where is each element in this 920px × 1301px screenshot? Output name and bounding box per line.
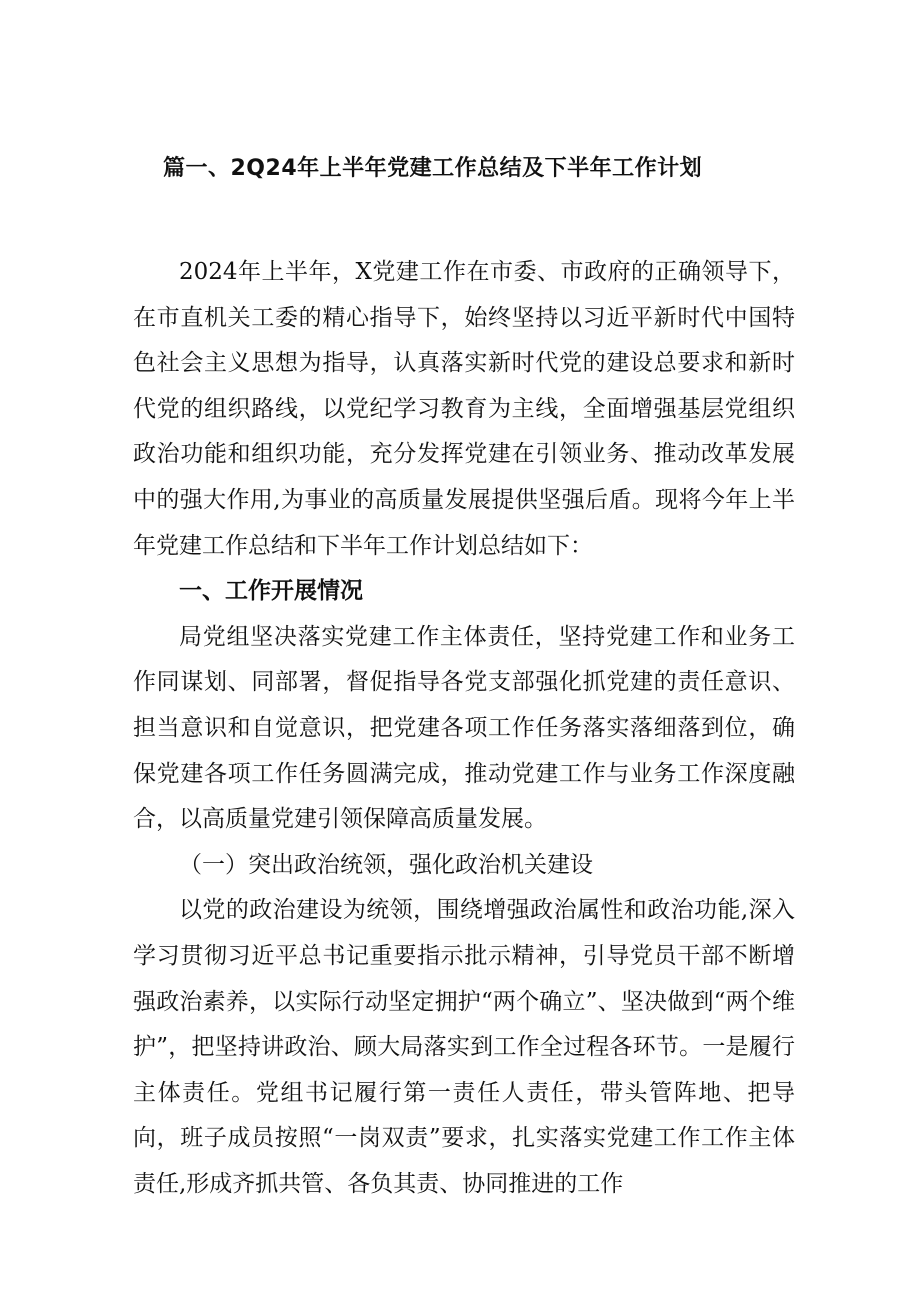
subsection-heading-political-leadership: （一）突出政治统领，强化政治机关建设: [179, 851, 593, 878]
document-body: [133, 250, 795, 1207]
subsection-paragraph-political-leadership: 以党的政治建设为统领，围绕增强政治属性和政治功能,深入学习贯彻习近平总书记重要指示批示精神，引导党员干部不断增强政治素养，以实际行动坚定拥护“两个确立”、坚决做到“两个维护”，把坚持讲政治、顾大局落实到工作全过程各环节。一是履行主体责任。党组书记履行第一责任人责任，带头管阵地、把导向，班子成员按照“一岗双责”要求，扎实落实党建工作工作主体责任,形成齐抓共管、各负其责、协同推进的工作: [133, 897, 795, 1197]
section-heading-work-progress: 一、工作开展情况: [179, 578, 363, 605]
section-paragraph-work-progress: 局党组坚决落实党建工作主体责任，坚持党建工作和业务工作同谋划、同部署，督促指导各党支部强化抓党建的责任意识、担当意识和自觉意识，把党建各项工作任务落实落细落到位，确保党建各项工作任务圆满完成，推动党建工作与业务工作深度融合，以高质量党建引领保障高质量发展。: [133, 623, 795, 833]
document-title: 篇一、2Q24年上半年党建工作总结及下半年工作计划: [163, 156, 703, 181]
intro-paragraph: 2024年上半年，X党建工作在市委、市政府的正确领导下，在市直机关工委的精心指导下，始终坚持以习近平新时代中国特色社会主义思想为指导，认真落实新时代党的建设总要求和新时代党的组织路线，以党纪学习教育为主线，全面增强基层党组织政治功能和组织功能，充分发挥党建在引领业务、推动改革发展中的强大作用,为事业的高质量发展提供坚强后盾。现将今年上半年党建工作总结和下半年工作计划总结如下：: [133, 259, 795, 559]
